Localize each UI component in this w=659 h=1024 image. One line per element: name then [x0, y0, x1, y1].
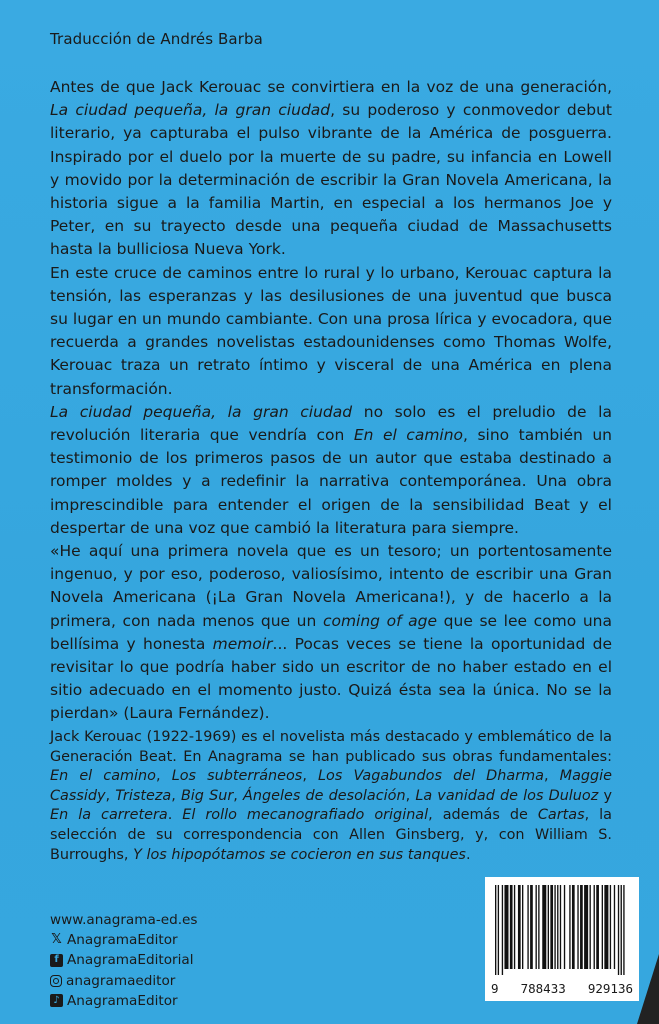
italic-title: La ciudad pequeña, la gran ciudad — [50, 101, 331, 120]
barcode-bar — [548, 885, 549, 969]
barcode-bar — [569, 885, 570, 969]
italic-title: El rollo mecanografiado original — [182, 807, 429, 824]
isbn-number — [491, 981, 633, 996]
italic-title: Big Sur — [180, 787, 234, 804]
facebook-row[interactable] — [50, 950, 198, 970]
isbn-barcode — [485, 877, 639, 1001]
facebook-icon: f — [50, 954, 63, 967]
barcode-bar — [530, 885, 533, 969]
translator-credit: Traducción de Andrés Barba — [50, 30, 263, 48]
author-bio — [50, 728, 612, 865]
synopsis-paragraph-3: La ciudad pequeña, la gran ciudad no solo es el preludio de la revolución literaria que vendría con En el camino, sino también un testimonio de los primeros pasos de un autor que estaba destinado a romper moldes y a redefinir la narrativa contemporánea. Una obra imprescindible para entender el origen de la sensibilidad Beat y el despertar de una voz que cambió la literatura para siempre. — [50, 402, 612, 537]
italic-title: Maggie Cassidy — [50, 768, 613, 804]
synopsis-paragraph-2: En este cruce de caminos entre lo rural y lo urbano, Kerouac captura la tensión, las esperanzas y las desilusiones de una juventud que busca su lugar en un mundo cambiante. Con una prosa lírica y evocadora, que recuerda a grandes novelistas estadounidenses como Thomas Wolfe, Kerouac traza un retrato íntimo y visceral de una América en plena transformación. — [50, 263, 612, 398]
barcode-bar — [557, 885, 558, 969]
italic-title: Los Vagabundos del Dharma — [318, 768, 544, 785]
barcode-bar — [554, 885, 555, 969]
instagram-icon — [50, 975, 62, 987]
barcode-bar — [584, 885, 588, 969]
barcode-bars — [493, 885, 631, 975]
barcode-bar — [604, 885, 608, 969]
barcode-bar — [502, 885, 503, 975]
website-row[interactable] — [50, 910, 198, 930]
isbn-first-digit: 9 — [491, 981, 499, 996]
x-handle[interactable]: AnagramaEditor — [67, 932, 178, 949]
barcode-bar — [550, 885, 553, 969]
italic-title: coming of age — [322, 611, 438, 630]
facebook-handle[interactable]: AnagramaEditorial — [67, 952, 194, 969]
italic-title: La ciudad pequeña, la gran ciudad — [50, 402, 353, 421]
barcode-bar — [577, 885, 578, 969]
x-icon: 𝕏 — [51, 932, 62, 948]
italic-title: memoir — [212, 634, 273, 653]
barcode-bar — [590, 885, 591, 969]
x-row[interactable] — [50, 930, 198, 950]
barcode-bar — [560, 885, 561, 969]
tiktok-handle[interactable]: AnagramaEditor — [67, 992, 178, 1009]
isbn-group-1: 788433 — [520, 981, 566, 996]
italic-title: En el camino — [50, 768, 156, 785]
italic-title: Y los hipopótamos se cocieron en sus tanques — [133, 846, 466, 863]
barcode-bar — [514, 885, 515, 969]
barcode-bar — [594, 885, 595, 969]
synopsis-paragraph-1: Antes de que Jack Kerouac se convirtiera en la voz de una generación, La ciudad pequeña, la gran ciudad, su poderoso y conmovedor debut literario, ya capturaba el pulso vibrante de la América de posguerra. Inspirado por el duelo por la muerte de su padre, su infancia en Lowell y movido por la determinación de escribir la Gran Novela Americana, la historia sigue a la familia Martin, en especial a los hermanos Joe y Peter, en su trayecto desde una pequeña ciudad de Massachusetts hasta la bulliciosa Nueva York. — [50, 78, 612, 259]
barcode-bar — [510, 885, 513, 969]
barcode-bar — [572, 885, 575, 969]
corner-shadow — [637, 954, 659, 1024]
tiktok-icon: ♪ — [50, 994, 63, 1007]
instagram-row[interactable] — [50, 971, 198, 991]
italic-title: Tristeza — [115, 787, 172, 804]
tiktok-row[interactable] — [50, 991, 198, 1011]
barcode-bar — [522, 885, 523, 969]
barcode-bar — [618, 885, 619, 975]
barcode-bar — [596, 885, 599, 969]
author-bio-text: Jack Kerouac (1922-1969) es el novelista más destacado y emblemático de la Generación Beat. En Anagrama se han publicado sus obras fundamentales: En el camino, Los subterráneos, Los Vagabundos del Dharma, Maggie Cassidy, Tristeza, Big Sur, Ángeles de desolación, La vanidad de los Duluoz y En la carretera. El rollo mecanografiado original, además de Cartas, la selección de su correspondencia con Allen Ginsberg, y, con William S. Burroughs, Y los hipopótamos se cocieron en sus tanques. — [50, 729, 613, 863]
barcode-bar — [518, 885, 521, 969]
italic-title: Cartas — [537, 807, 585, 824]
isbn-group-2: 929136 — [587, 981, 633, 996]
barcode-bar — [621, 885, 622, 975]
instagram-handle[interactable]: anagramaeditor — [66, 972, 176, 989]
publisher-links — [50, 910, 198, 1011]
barcode-bar — [602, 885, 603, 969]
synopsis — [50, 76, 612, 726]
barcode-bar — [504, 885, 508, 969]
italic-title: La vanidad de los Duluoz — [415, 787, 599, 804]
barcode-bar — [495, 885, 496, 975]
barcode-bar — [536, 885, 537, 969]
italic-title: Los subterráneos — [171, 768, 303, 785]
barcode-bar — [614, 885, 615, 969]
italic-title: Ángeles de desolación — [243, 787, 406, 804]
barcode-bar — [610, 885, 611, 969]
italic-title: En el camino — [353, 426, 464, 445]
review-quote: «He aquí una primera novela que es un tesoro; un portentosamente ingenuo, y por eso, poderoso, valiosísimo, intento de escribir una Gran Novela Americana (¡La Gran Novela Americana!), y de hacerlo a la primera, con nada menos que un coming of age que se lee como una bellísima y honesta memoir... Pocas veces se tiene la oportunidad de revisitar lo que podría haber sido un escritor de no haber estado en el sitio adecuado en el momento justo. Quizá ésta sea la única. No se la pierdan» (Laura Fernández). — [50, 542, 612, 723]
barcode-bar — [498, 885, 499, 975]
italic-title: En la carretera — [50, 807, 168, 824]
barcode-bar — [564, 885, 565, 969]
barcode-bar — [623, 885, 624, 975]
barcode-bar — [538, 885, 539, 969]
barcode-bar — [527, 885, 528, 969]
barcode-bar — [580, 885, 583, 969]
website-link[interactable]: www.anagrama-ed.es — [50, 912, 198, 928]
barcode-bar — [542, 885, 546, 969]
